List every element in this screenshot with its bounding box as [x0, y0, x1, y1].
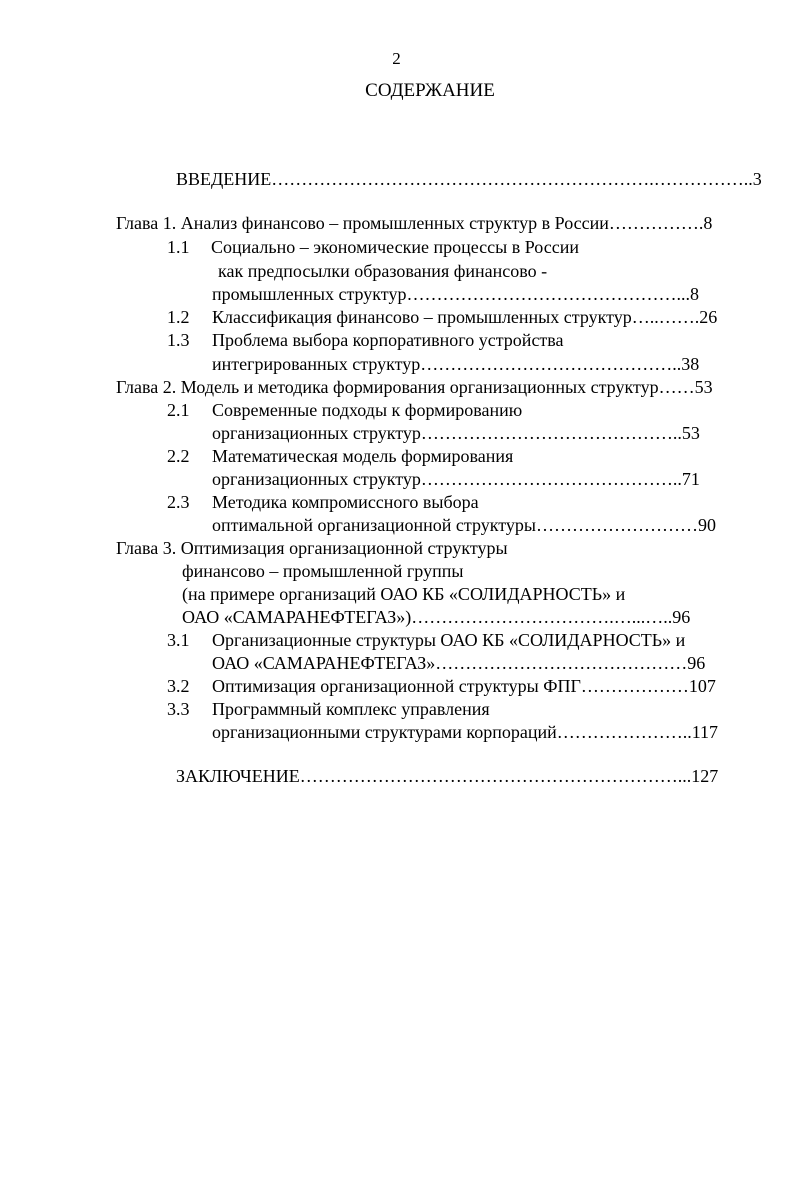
toc-section-number: 1.3: [167, 330, 190, 350]
toc-section-1-1-line: как предпосылки образования финансово -: [218, 261, 548, 281]
toc-section-1-3-line: Проблема выбора корпоративного устройства: [212, 330, 564, 350]
toc-chapter-3-line: ОАО «САМАРАНЕФТЕГАЗ»)…………………………….…...…..96: [182, 607, 691, 627]
toc-chapter-3: Глава 3. Оптимизация организационной структуры: [116, 538, 508, 558]
toc-section-number: 1.1: [167, 237, 190, 257]
toc-section-2-2-line: Математическая модель формирования: [212, 446, 514, 466]
toc-section-2-1-line: организационных структур……………………………………..53: [212, 423, 700, 443]
toc-section-3-3-line: Программный комплекс управления: [212, 699, 490, 719]
toc-section-3-1-line: ОАО «САМАРАНЕФТЕГАЗ»……………………………………96: [212, 653, 706, 673]
toc-section-number: 2.1: [167, 400, 190, 420]
toc-section-2-2-line: организационных структур……………………………………..71: [212, 469, 700, 489]
toc-section-number: 2.2: [167, 446, 190, 466]
toc-section-2-3-line: Методика компромиссного выбора: [212, 492, 479, 512]
toc-section-1-1-line: Социально – экономические процессы в России: [211, 237, 579, 257]
toc-section-number: 3.2: [167, 676, 190, 696]
toc-section-number: 3.1: [167, 630, 190, 650]
toc-section-1-3-line: интегрированных структур……………………………………..38: [212, 354, 700, 374]
toc-section-number: 3.3: [167, 699, 190, 719]
toc-section-3-2-line: Оптимизация организационной структуры ФПГ………………107: [212, 676, 716, 696]
toc-section-2-1-line: Современные подходы к формированию: [212, 400, 523, 420]
toc-section-1-1-line: промышленных структур………………………………………...8: [212, 284, 699, 304]
toc-entry-introduction: ВВЕДЕНИЕ……………………………………………………….……………..3: [176, 169, 762, 189]
toc-chapter-2: Глава 2. Модель и методика формирования организационных структур……53: [116, 377, 713, 397]
toc-section-3-3-line: организационными структурами корпораций…………………..117: [212, 722, 719, 742]
toc-chapter-3-line: финансово – промышленной группы: [182, 561, 464, 581]
toc-chapter-1: Глава 1. Анализ финансово – промышленных структур в России…………….8: [116, 213, 713, 233]
toc-chapter-3-line: (на примере организаций ОАО КБ «СОЛИДАРНОСТЬ» и: [182, 584, 626, 604]
page-title: СОДЕРЖАНИЕ: [365, 80, 495, 101]
toc-section-number: 1.2: [167, 307, 190, 327]
toc-section-2-3-line: оптимальной организационной структуры………………………90: [212, 515, 716, 535]
toc-section-1-2-line: Классификация финансово – промышленных структур…..…….26: [212, 307, 718, 327]
toc-section-3-1-line: Организационные структуры ОАО КБ «СОЛИДАРНОСТЬ» и: [212, 630, 686, 650]
toc-entry-conclusion: ЗАКЛЮЧЕНИЕ………………………………………………………...127: [176, 766, 719, 786]
page-number: 2: [392, 49, 401, 68]
toc-section-number: 2.3: [167, 492, 190, 512]
